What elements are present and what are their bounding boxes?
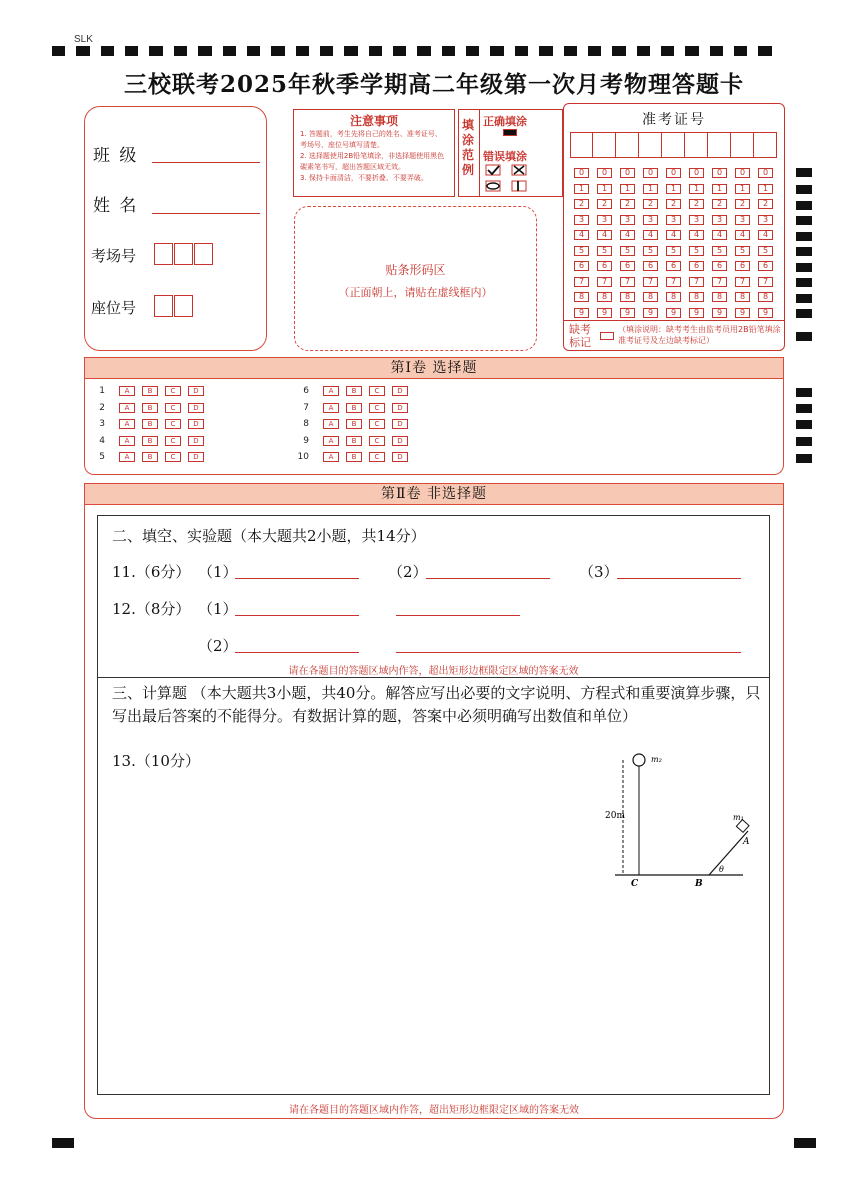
- point-c-label: C: [631, 879, 639, 888]
- exam-id-bubble[interactable]: 1: [643, 184, 658, 194]
- section2-header: 第Ⅱ卷 非选择题: [84, 483, 784, 505]
- option-bubble[interactable]: D: [392, 419, 408, 429]
- exam-id-bubble[interactable]: 0: [735, 168, 750, 178]
- option-bubble[interactable]: A: [323, 386, 339, 396]
- option-bubble[interactable]: B: [346, 419, 362, 429]
- option-bubble[interactable]: D: [392, 452, 408, 462]
- exam-id-bubble[interactable]: 2: [574, 199, 589, 209]
- absent-note: （填涂说明：缺考考生由监考员用2B铅笔填涂准考证号及左边缺考标记）: [618, 325, 781, 345]
- exam-id-bubble[interactable]: 3: [689, 215, 704, 225]
- exam-id-bubble[interactable]: 2: [620, 199, 635, 209]
- exam-id-bubble[interactable]: 8: [620, 292, 635, 302]
- exam-id-bubble[interactable]: 0: [574, 168, 589, 178]
- exam-id-bubble[interactable]: 4: [758, 230, 773, 240]
- notice-item: 1. 答题前，考生先将自己的姓名、准考证号、考场号、座位号填写清楚。: [300, 130, 442, 149]
- exam-id-bubble[interactable]: 9: [712, 308, 727, 318]
- option-bubble[interactable]: A: [323, 436, 339, 446]
- option-bubble[interactable]: D: [188, 403, 204, 413]
- fill-example-box: [458, 109, 563, 197]
- exam-id-bubble[interactable]: 5: [643, 246, 658, 256]
- exam-id-bubble[interactable]: 8: [735, 292, 750, 302]
- exam-id-bubble[interactable]: 2: [643, 199, 658, 209]
- part2-answer-box: [97, 515, 770, 678]
- exam-id-bubble[interactable]: 5: [597, 246, 612, 256]
- exam-id-bubble[interactable]: 4: [643, 230, 658, 240]
- exam-id-bubble[interactable]: 5: [735, 246, 750, 256]
- exam-id-bubble[interactable]: 0: [643, 168, 658, 178]
- exam-id-bubble[interactable]: 7: [574, 277, 589, 287]
- q12-answer-2a[interactable]: [235, 652, 359, 653]
- mcq-row: [85, 419, 211, 429]
- exam-id-bubble[interactable]: 7: [712, 277, 727, 287]
- exam-id-bubble[interactable]: 9: [574, 308, 589, 318]
- option-bubble[interactable]: C: [369, 419, 385, 429]
- exam-id-bubble[interactable]: 2: [712, 199, 727, 209]
- question-number: 10: [297, 452, 309, 462]
- exam-id-bubble[interactable]: 4: [735, 230, 750, 240]
- q13-label: 13.（10分）: [112, 752, 200, 770]
- option-bubble[interactable]: A: [119, 452, 135, 462]
- q12-answer-1b[interactable]: [396, 615, 520, 616]
- option-bubble[interactable]: B: [142, 436, 158, 446]
- question-number: 1: [99, 386, 105, 396]
- exam-id-bubble[interactable]: 6: [689, 261, 704, 271]
- room-label: 考场号: [91, 247, 137, 265]
- question-number: 5: [99, 452, 105, 462]
- student-info-box: [84, 106, 267, 351]
- question-number: 4: [99, 435, 105, 446]
- notice-title: 注意事项: [349, 114, 398, 128]
- option-bubble[interactable]: C: [165, 419, 181, 429]
- exam-id-box: [563, 103, 785, 351]
- point-a-label: A: [743, 837, 750, 847]
- exam-id-bubble[interactable]: 1: [574, 184, 589, 194]
- fill-example-label: 填涂范例: [462, 118, 475, 177]
- option-bubble[interactable]: D: [188, 452, 204, 462]
- part3-warning: 请在各题目的答题区域内作答，超出矩形边框限定区域的答案无效: [289, 1105, 579, 1116]
- option-bubble[interactable]: A: [119, 436, 135, 446]
- mass2-label: m₂: [651, 755, 662, 764]
- exam-id-bubble[interactable]: 1: [689, 184, 704, 194]
- part3-title: 三、计算题 （本大题共3小题，共40分。解答应写出必要的文字说明、方程式和重要演算步骤，只写出最后答案的不能得分。有数据计算的题，答案中必须明确写出数值和单位）: [112, 684, 761, 725]
- q11-sub1-label: （1）: [198, 563, 238, 581]
- exam-id-bubble[interactable]: 9: [643, 308, 658, 318]
- exam-id-bubble[interactable]: 0: [666, 168, 681, 178]
- page-title: 三校联考2025年秋季学期高二年级第一次月考物理答题卡: [123, 71, 744, 98]
- option-bubble[interactable]: B: [346, 403, 362, 413]
- exam-id-bubble[interactable]: 2: [666, 199, 681, 209]
- q11-sub2-label: （2）: [388, 563, 428, 581]
- option-bubble[interactable]: D: [392, 386, 408, 396]
- correct-fill-icon: [503, 129, 517, 136]
- exam-id-title: 准考证号: [642, 112, 706, 128]
- exam-id-bubble[interactable]: 2: [689, 199, 704, 209]
- exam-id-bubble[interactable]: 8: [689, 292, 704, 302]
- barcode-area: [294, 206, 537, 351]
- exam-id-bubble[interactable]: 5: [620, 246, 635, 256]
- q12-sub1-label: （1）: [198, 600, 238, 618]
- q11-answer-1[interactable]: [235, 578, 359, 579]
- exam-id-bubble[interactable]: 9: [735, 308, 750, 318]
- option-bubble[interactable]: C: [369, 452, 385, 462]
- option-bubble[interactable]: B: [142, 386, 158, 396]
- exam-id-bubble[interactable]: 8: [712, 292, 727, 302]
- option-bubble[interactable]: B: [346, 452, 362, 462]
- exam-id-bubble[interactable]: 6: [712, 261, 727, 271]
- option-bubble[interactable]: C: [165, 452, 181, 462]
- exam-id-bubble[interactable]: 7: [597, 277, 612, 287]
- option-bubble[interactable]: B: [142, 452, 158, 462]
- exam-id-bubble[interactable]: 4: [620, 230, 635, 240]
- option-bubble[interactable]: C: [165, 403, 181, 413]
- exam-id-bubble[interactable]: 0: [597, 168, 612, 178]
- exam-id-bubble[interactable]: 9: [689, 308, 704, 318]
- exam-id-bubble[interactable]: 4: [666, 230, 681, 240]
- exam-id-bubble[interactable]: 7: [735, 277, 750, 287]
- option-bubble[interactable]: C: [369, 436, 385, 446]
- q12-answer-2b[interactable]: [396, 652, 741, 653]
- exam-id-bubble[interactable]: 2: [597, 199, 612, 209]
- mcq-row: [289, 419, 415, 429]
- exam-id-bubble[interactable]: 9: [620, 308, 635, 318]
- mcq-row: [289, 386, 415, 396]
- option-bubble[interactable]: B: [346, 386, 362, 396]
- seat-label: 座位号: [91, 299, 137, 317]
- question-number: 9: [303, 435, 309, 446]
- q11-answer-3[interactable]: [617, 578, 741, 579]
- q13-figure: [603, 748, 753, 888]
- exam-id-bubble[interactable]: 7: [643, 277, 658, 287]
- mcq-row: [289, 403, 415, 413]
- exam-id-bubble[interactable]: 3: [597, 215, 612, 225]
- exam-id-bubble[interactable]: 0: [712, 168, 727, 178]
- exam-id-bubble[interactable]: 5: [712, 246, 727, 256]
- top-timing-marks: [52, 46, 772, 56]
- q11-label: 11.（6分）: [112, 563, 191, 581]
- angle-label: θ: [719, 865, 724, 874]
- mcq-row: [85, 436, 211, 446]
- notice-item: 3. 保持卡面清洁，不要折叠、不要弄破。: [300, 174, 428, 182]
- exam-id-bubble[interactable]: 6: [643, 261, 658, 271]
- part2-title: 二、填空、实验题（本大题共2小题，共14分）: [112, 527, 426, 545]
- notice-item: 2. 选择题使用2B铅笔填涂，非选择题使用黑色碳素笔书写，超出答题区域无效。: [300, 152, 445, 171]
- notice-box: [293, 109, 455, 197]
- mcq-row: [289, 436, 415, 446]
- exam-id-bubble[interactable]: 3: [620, 215, 635, 225]
- mcq-row: [85, 452, 211, 462]
- exam-id-bubble[interactable]: 9: [597, 308, 612, 318]
- exam-id-bubble[interactable]: 8: [666, 292, 681, 302]
- part2-warning: 请在各题目的答题区域内作答，超出矩形边框限定区域的答案无效: [288, 666, 579, 677]
- seat-field[interactable]: [154, 295, 194, 321]
- exam-id-bubble[interactable]: 1: [666, 184, 681, 194]
- mass1-label: m₁: [733, 813, 744, 822]
- exam-id-bubble[interactable]: 7: [758, 277, 773, 287]
- exam-id-bubble[interactable]: 4: [574, 230, 589, 240]
- option-bubble[interactable]: A: [119, 403, 135, 413]
- question-number: 2: [99, 402, 105, 413]
- exam-id-bubble[interactable]: 4: [597, 230, 612, 240]
- option-bubble[interactable]: A: [323, 452, 339, 462]
- mcq-row: [85, 386, 211, 396]
- exam-id-bubble[interactable]: 3: [643, 215, 658, 225]
- exam-id-bubble[interactable]: 0: [620, 168, 635, 178]
- section1-area: [84, 379, 784, 475]
- option-bubble[interactable]: A: [323, 403, 339, 413]
- exam-id-bubble[interactable]: 9: [758, 308, 773, 318]
- question-number: 7: [303, 402, 309, 413]
- q12-answer-1a[interactable]: [235, 615, 359, 616]
- q12-label: 12.（8分）: [112, 600, 191, 618]
- exam-id-bubble[interactable]: 9: [666, 308, 681, 318]
- option-bubble[interactable]: C: [369, 403, 385, 413]
- question-number: 8: [303, 419, 309, 429]
- q11-sub3-label: （3）: [579, 563, 619, 581]
- section1-header: 第Ⅰ卷 选择题: [84, 357, 784, 379]
- option-bubble[interactable]: A: [119, 386, 135, 396]
- name-label: 姓 名: [93, 196, 139, 216]
- exam-id-bubble[interactable]: 5: [666, 246, 681, 256]
- barcode-title: 贴条形码区: [385, 263, 446, 277]
- exam-id-bubble[interactable]: 0: [758, 168, 773, 178]
- q11-answer-2[interactable]: [426, 578, 550, 579]
- exam-id-bubble[interactable]: 6: [597, 261, 612, 271]
- exam-id-bubble[interactable]: 6: [574, 261, 589, 271]
- option-bubble[interactable]: B: [142, 419, 158, 429]
- exam-id-bubble[interactable]: 1: [597, 184, 612, 194]
- exam-id-bubble[interactable]: 6: [666, 261, 681, 271]
- exam-id-bubble[interactable]: 7: [620, 277, 635, 287]
- exam-id-bubble[interactable]: 4: [712, 230, 727, 240]
- exam-id-bubble[interactable]: 8: [597, 292, 612, 302]
- exam-id-bubble[interactable]: 2: [758, 199, 773, 209]
- option-bubble[interactable]: D: [392, 403, 408, 413]
- exam-id-bubble[interactable]: 8: [643, 292, 658, 302]
- exam-id-bubble[interactable]: 6: [620, 261, 635, 271]
- question-number: 3: [99, 419, 105, 429]
- class-label: 班 级: [93, 146, 139, 166]
- exam-id-bubble[interactable]: 2: [735, 199, 750, 209]
- option-bubble[interactable]: C: [165, 386, 181, 396]
- absent-bubble[interactable]: [600, 332, 614, 340]
- correct-fill-label: 正确填涂: [483, 115, 527, 128]
- option-bubble[interactable]: D: [188, 436, 204, 446]
- option-bubble[interactable]: C: [165, 436, 181, 446]
- exam-id-bubble[interactable]: 6: [735, 261, 750, 271]
- option-bubble[interactable]: C: [369, 386, 385, 396]
- exam-id-bubble[interactable]: 0: [689, 168, 704, 178]
- exam-id-bubble[interactable]: 1: [620, 184, 635, 194]
- mcq-row: [289, 452, 415, 462]
- q12-sub2-label: （2）: [198, 637, 238, 655]
- exam-id-bubble[interactable]: 5: [689, 246, 704, 256]
- exam-id-bubble[interactable]: 3: [666, 215, 681, 225]
- exam-id-bubble[interactable]: 3: [758, 215, 773, 225]
- exam-id-bubble[interactable]: 3: [574, 215, 589, 225]
- wrong-fill-icons: [485, 164, 549, 198]
- absent-label: 缺考标记: [569, 323, 591, 349]
- mcq-row: [85, 403, 211, 413]
- barcode-hint: （正面朝上，请贴在虚线框内）: [338, 286, 493, 299]
- exam-id-bubble[interactable]: 3: [735, 215, 750, 225]
- height-label: 20m: [605, 811, 625, 821]
- option-bubble[interactable]: D: [188, 386, 204, 396]
- exam-id-bubble[interactable]: 4: [689, 230, 704, 240]
- wrong-fill-label: 错误填涂: [483, 150, 527, 163]
- exam-id-bubble[interactable]: 1: [735, 184, 750, 194]
- room-field[interactable]: [154, 243, 214, 269]
- option-bubble[interactable]: A: [119, 419, 135, 429]
- exam-id-bubble[interactable]: 5: [574, 246, 589, 256]
- name-field[interactable]: [152, 213, 260, 214]
- exam-id-bubble[interactable]: 7: [666, 277, 681, 287]
- class-field[interactable]: [152, 162, 260, 163]
- option-bubble[interactable]: B: [346, 436, 362, 446]
- part3-answer-box[interactable]: [97, 678, 770, 1095]
- exam-id-bubble[interactable]: 1: [758, 184, 773, 194]
- exam-id-bubble[interactable]: 1: [712, 184, 727, 194]
- option-bubble[interactable]: D: [188, 419, 204, 429]
- exam-id-bubble[interactable]: 5: [758, 246, 773, 256]
- option-bubble[interactable]: D: [392, 436, 408, 446]
- option-bubble[interactable]: A: [323, 419, 339, 429]
- exam-id-bubble[interactable]: 6: [758, 261, 773, 271]
- exam-id-write-row[interactable]: [570, 132, 777, 158]
- exam-id-bubble[interactable]: 7: [689, 277, 704, 287]
- corner-code: SLK: [74, 34, 93, 45]
- exam-id-bubble[interactable]: 8: [758, 292, 773, 302]
- question-number: 6: [303, 386, 309, 396]
- exam-id-bubble[interactable]: 8: [574, 292, 589, 302]
- option-bubble[interactable]: B: [142, 403, 158, 413]
- exam-id-bubble[interactable]: 3: [712, 215, 727, 225]
- point-b-label: B: [695, 879, 703, 888]
